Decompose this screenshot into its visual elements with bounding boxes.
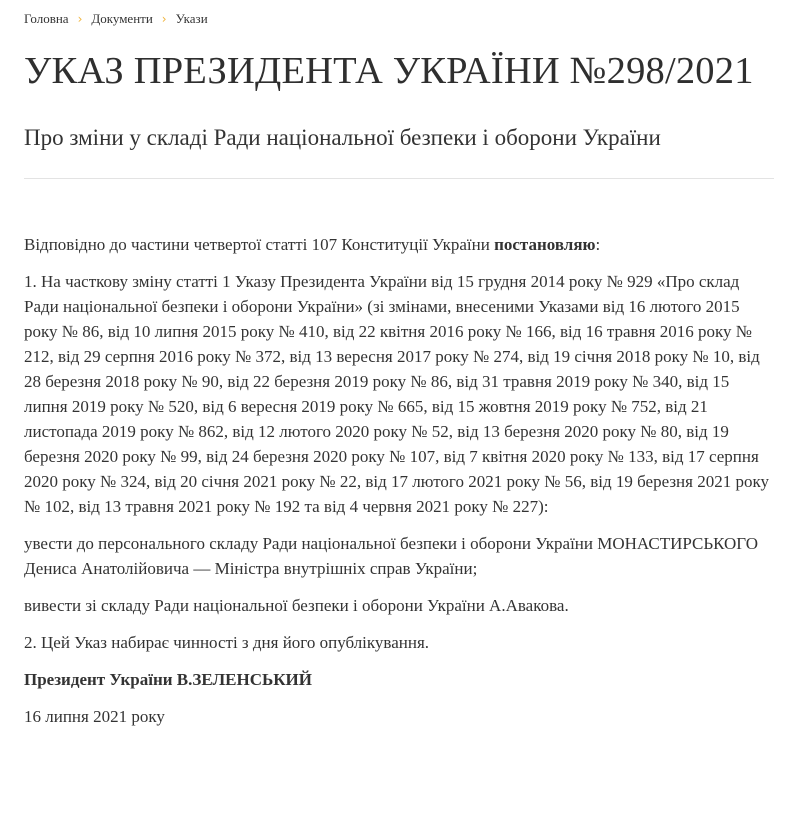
breadcrumb-documents[interactable]: Документи xyxy=(91,11,153,26)
article-1: 1. На часткову зміну статті 1 Указу Президента України від 15 грудня 2014 року № 929 «Про склад Ради національної безпеки і оборони України» (зі змінами, внесеними Указами від 16 лютого 2015 року № 86, від 10 липня 2015 року № 410, від 22 квітня 2016 року № 166, від 16 травня 2016 року № 212, від 29 серпня 2016 року № 372, від 13 вересня 2017 року № 274, від 19 січня 2018 року № 10, від 28 березня 2018 року № 90, від 22 березня 2019 року № 86, від 31 травня 2019 року № 340, від 15 липня 2019 року № 520, від 6 вересня 2019 року № 665, від 15 жовтня 2019 року № 752, від 21 листопада 2019 року № 862, від 12 лютого 2020 року № 52, від 13 березня 2020 року № 80, від 19 березня 2020 року № 99, від 24 березня 2020 року № 107, від 7 квітня 2020 року № 133, від 17 серпня 2020 року № 324, від 20 січня 2021 року № 22, від 17 лютого 2021 року № 56, від 19 березня 2021 року № 102, від 13 травня 2021 року № 192 та від 4 червня 2021 року № 227): xyxy=(24,272,769,516)
preamble xyxy=(24,232,774,257)
page-subtitle: Про зміни у складі Ради національної безпеки і оборони України xyxy=(24,125,661,150)
breadcrumb-home[interactable]: Головна xyxy=(24,11,69,26)
breadcrumb-decrees[interactable]: Укази xyxy=(175,11,208,26)
preamble-keyword: постановляю xyxy=(494,235,596,254)
decree-body xyxy=(24,232,774,729)
signature: Президент України В.ЗЕЛЕНСЬКИЙ xyxy=(24,670,312,689)
preamble-text: Відповідно до частини четвертої статті 107 Конституції України xyxy=(24,235,495,254)
chevron-right-icon: › xyxy=(161,12,167,26)
breadcrumb xyxy=(24,0,766,30)
exclude-clause: вивести зі складу Ради національної безпеки і оборони України А.Авакова. xyxy=(24,596,569,615)
article-2: 2. Цей Указ набирає чинності з дня його опублікування. xyxy=(24,633,430,652)
page-title: УКАЗ ПРЕЗИДЕНТА УКРАЇНИ №298/2021 xyxy=(24,50,754,92)
decree-date: 16 липня 2021 року xyxy=(24,707,165,726)
preamble-end: : xyxy=(595,235,601,254)
chevron-right-icon: › xyxy=(77,12,83,26)
include-clause: увести до персонального складу Ради національної безпеки і оборони України МОНАСТИРСЬКОГО Дениса Анатолійовича — Міністра внутрішніх справ України; xyxy=(24,534,758,578)
divider xyxy=(24,178,774,179)
